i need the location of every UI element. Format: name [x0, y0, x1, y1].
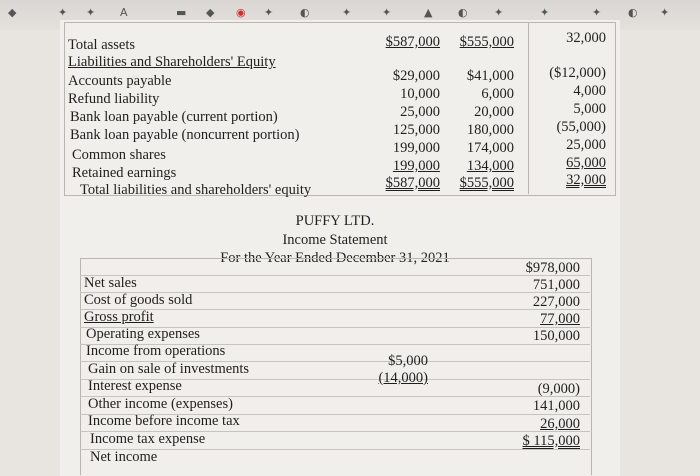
- half-circle-icon[interactable]: ◐: [458, 6, 468, 19]
- is-label: Interest expense: [88, 378, 182, 394]
- is-label: Net sales: [84, 275, 137, 291]
- is-label: Other income (expenses): [88, 396, 233, 412]
- letter-a-icon[interactable]: A: [120, 6, 128, 19]
- sparkle-icon[interactable]: ✦: [382, 6, 392, 19]
- statement-period: For the Year Ended December 31, 2021: [220, 250, 450, 266]
- sparkle-icon[interactable]: ✦: [58, 6, 68, 19]
- record-icon[interactable]: ◉: [236, 6, 246, 19]
- bs-c1: 125,000: [392, 122, 440, 138]
- bs-c3: 65,000: [566, 155, 606, 171]
- sparkle-icon[interactable]: ✦: [660, 6, 670, 19]
- bs-c2-total-assets: $555,000: [459, 34, 514, 50]
- bs-c2: 6,000: [481, 86, 514, 102]
- is-label: Operating expenses: [86, 326, 200, 342]
- is-right: $978,000: [525, 260, 580, 276]
- is-right: 150,000: [532, 328, 580, 344]
- column-divider: [528, 22, 529, 194]
- bs-c2: 174,000: [466, 140, 514, 156]
- is-label: Income from operations: [86, 343, 226, 359]
- bs-heading-liabilities: Liabilities and Shareholders' Equity: [68, 54, 276, 70]
- sparkle-icon[interactable]: ✦: [592, 6, 602, 19]
- bs-c3: (55,000): [556, 119, 606, 135]
- bs-c2: 20,000: [474, 104, 514, 120]
- bs-c2: 134,000: [466, 158, 514, 174]
- bs-c1: 199,000: [392, 140, 440, 156]
- dash-icon[interactable]: ▬: [176, 6, 187, 19]
- is-right: 77,000: [540, 311, 580, 327]
- bs-c3-total-assets: 32,000: [566, 30, 606, 46]
- diamond-icon[interactable]: ◆: [8, 6, 17, 19]
- sparkle-icon[interactable]: ✦: [264, 6, 274, 19]
- is-label: Cost of goods sold: [84, 292, 193, 308]
- is-right-net-income: $ 115,000: [522, 433, 580, 449]
- bs-c1: $29,000: [392, 68, 440, 84]
- is-label-gross-profit: Gross profit: [84, 309, 154, 325]
- is-label: Income tax expense: [90, 431, 206, 447]
- bs-c1: 25,000: [400, 104, 440, 120]
- bs-c2: $41,000: [466, 68, 514, 84]
- triangle-icon[interactable]: ▲: [424, 6, 433, 19]
- bs-c3: 5,000: [573, 101, 606, 117]
- bs-label: Refund liability: [68, 91, 160, 107]
- is-mid: $5,000: [388, 353, 428, 369]
- half-circle-icon[interactable]: ◐: [628, 6, 638, 19]
- bs-c3-total-liabilities: 32,000: [566, 172, 606, 188]
- bs-label: Common shares: [72, 147, 166, 163]
- is-label: Income before income tax: [88, 413, 240, 429]
- is-right: 227,000: [532, 294, 580, 310]
- is-label: Gain on sale of investments: [88, 361, 250, 377]
- bs-c2-total-liabilities: $555,000: [459, 175, 514, 191]
- bs-c1: 199,000: [392, 158, 440, 174]
- bs-c1: 10,000: [400, 86, 440, 102]
- bs-c3: 25,000: [566, 137, 606, 153]
- bs-label: Retained earnings: [72, 165, 177, 181]
- sparkle-icon[interactable]: ✦: [86, 6, 96, 19]
- is-right: (9,000): [537, 381, 580, 397]
- bs-label-total-liabilities: Total liabilities and shareholders' equity: [80, 182, 312, 198]
- is-label-net-income: Net income: [90, 449, 158, 465]
- sparkle-icon[interactable]: ✦: [494, 6, 504, 19]
- is-right: 141,000: [532, 398, 580, 414]
- bs-label: Bank loan payable (current portion): [70, 109, 278, 125]
- is-mid: (14,000): [378, 370, 428, 386]
- bs-label-total-assets: Total assets: [68, 37, 136, 53]
- sparkle-icon[interactable]: ✦: [540, 6, 550, 19]
- bs-c1-total-assets: $587,000: [385, 34, 440, 50]
- bs-c2: 180,000: [466, 122, 514, 138]
- sparkle-icon[interactable]: ✦: [342, 6, 352, 19]
- diamond-icon[interactable]: ◆: [206, 6, 215, 19]
- is-right: 751,000: [532, 277, 580, 293]
- bs-c3: ($12,000): [549, 65, 606, 81]
- company-name: PUFFY LTD.: [295, 213, 375, 229]
- bs-c3: 4,000: [573, 83, 606, 99]
- bs-c1-total-liabilities: $587,000: [385, 175, 440, 191]
- bs-label: Bank loan payable (noncurrent portion): [70, 127, 300, 143]
- bs-label: Accounts payable: [68, 73, 172, 89]
- half-circle-icon[interactable]: ◐: [300, 6, 310, 19]
- statement-title: Income Statement: [282, 232, 388, 248]
- is-right: 26,000: [540, 416, 580, 432]
